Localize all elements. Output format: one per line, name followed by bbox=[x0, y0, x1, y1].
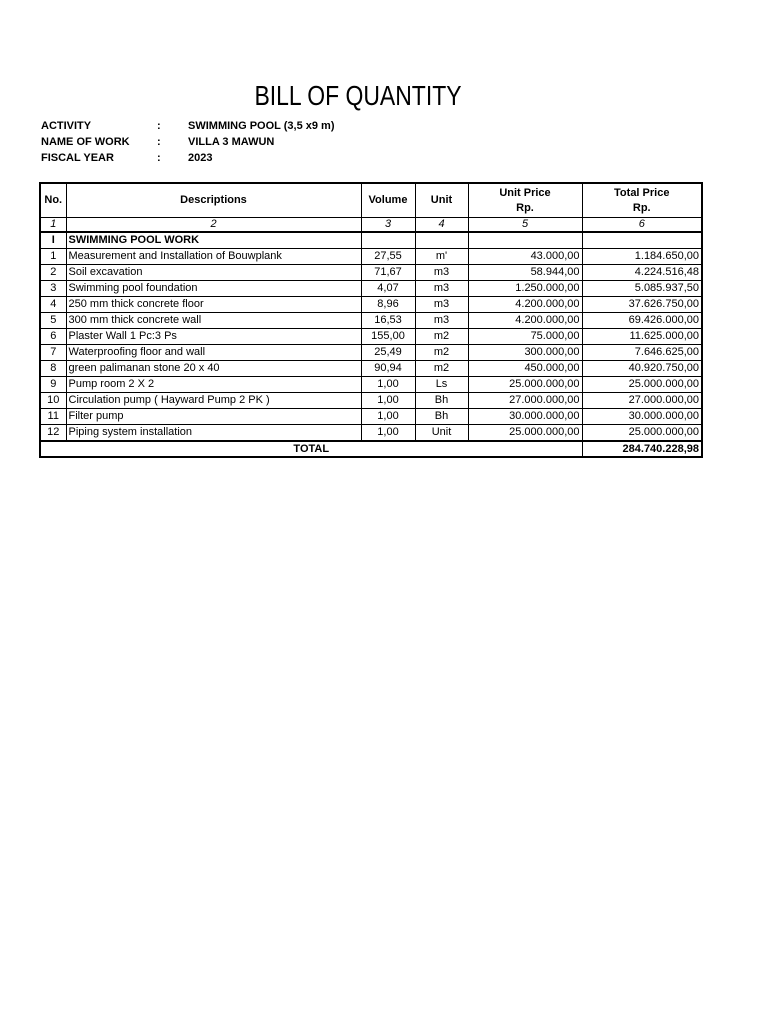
item-volume: 1,00 bbox=[361, 377, 415, 393]
item-total-price: 40.920.750,00 bbox=[582, 361, 702, 377]
item-description: Swimming pool foundation bbox=[66, 281, 361, 297]
item-unit: Bh bbox=[415, 393, 468, 409]
item-total-price: 7.646.625,00 bbox=[582, 345, 702, 361]
meta-key: FISCAL YEAR bbox=[41, 152, 114, 164]
item-description: Piping system installation bbox=[66, 425, 361, 442]
item-number: 12 bbox=[40, 425, 66, 442]
item-total-price: 25.000.000,00 bbox=[582, 377, 702, 393]
item-total-price: 27.000.000,00 bbox=[582, 393, 702, 409]
item-volume: 90,94 bbox=[361, 361, 415, 377]
item-total-price: 11.625.000,00 bbox=[582, 329, 702, 345]
item-volume: 16,53 bbox=[361, 313, 415, 329]
column-number: 5 bbox=[468, 218, 582, 233]
table-row bbox=[40, 425, 702, 442]
item-unit: m2 bbox=[415, 345, 468, 361]
item-unit: Ls bbox=[415, 377, 468, 393]
item-number: 3 bbox=[40, 281, 66, 297]
item-unit-price: 30.000.000,00 bbox=[468, 409, 582, 425]
item-unit-price: 25.000.000,00 bbox=[468, 377, 582, 393]
header-unit-price-label: Unit Price bbox=[499, 186, 551, 199]
total-label: TOTAL bbox=[40, 441, 582, 457]
item-number: 11 bbox=[40, 409, 66, 425]
table-row bbox=[40, 265, 702, 281]
item-unit-price: 450.000,00 bbox=[468, 361, 582, 377]
item-total-price: 25.000.000,00 bbox=[582, 425, 702, 442]
item-volume: 1,00 bbox=[361, 425, 415, 442]
page-title: BILL OF QUANTITY bbox=[254, 80, 462, 111]
item-number: 1 bbox=[40, 249, 66, 265]
item-description: 300 mm thick concrete wall bbox=[66, 313, 361, 329]
item-description: Waterproofing floor and wall bbox=[66, 345, 361, 361]
header-total-price bbox=[582, 183, 702, 218]
table-row bbox=[40, 281, 702, 297]
item-unit: m3 bbox=[415, 281, 468, 297]
item-volume: 25,49 bbox=[361, 345, 415, 361]
meta-colon: : bbox=[157, 136, 161, 148]
header-row bbox=[40, 183, 702, 218]
section-row bbox=[40, 232, 702, 249]
item-total-price: 30.000.000,00 bbox=[582, 409, 702, 425]
table-row bbox=[40, 313, 702, 329]
item-unit: m' bbox=[415, 249, 468, 265]
item-description: Filter pump bbox=[66, 409, 361, 425]
item-unit: Unit bbox=[415, 425, 468, 442]
header-total-price-label: Total Price bbox=[614, 186, 670, 199]
item-unit-price: 4.200.000,00 bbox=[468, 297, 582, 313]
item-description: 250 mm thick concrete floor bbox=[66, 297, 361, 313]
item-unit-price: 43.000,00 bbox=[468, 249, 582, 265]
item-number: 10 bbox=[40, 393, 66, 409]
header-unit-price bbox=[468, 183, 582, 218]
empty-cell bbox=[415, 232, 468, 249]
item-volume: 4,07 bbox=[361, 281, 415, 297]
section-title: SWIMMING POOL WORK bbox=[66, 232, 361, 249]
empty-cell bbox=[582, 232, 702, 249]
header-unit-price-currency: Rp. bbox=[516, 201, 534, 214]
header-unit: Unit bbox=[415, 183, 468, 218]
table-row bbox=[40, 409, 702, 425]
item-total-price: 69.426.000,00 bbox=[582, 313, 702, 329]
item-volume: 27,55 bbox=[361, 249, 415, 265]
total-value: 284.740.228,98 bbox=[582, 441, 702, 457]
item-description: Circulation pump ( Hayward Pump 2 PK ) bbox=[66, 393, 361, 409]
item-unit-price: 25.000.000,00 bbox=[468, 425, 582, 442]
item-number: 9 bbox=[40, 377, 66, 393]
header-no: No. bbox=[40, 183, 66, 218]
header-descriptions: Descriptions bbox=[66, 183, 361, 218]
header-total-price-currency: Rp. bbox=[632, 201, 651, 214]
column-number: 6 bbox=[582, 218, 702, 233]
item-number: 7 bbox=[40, 345, 66, 361]
item-number: 4 bbox=[40, 297, 66, 313]
meta-key: NAME OF WORK bbox=[41, 136, 130, 148]
item-number: 8 bbox=[40, 361, 66, 377]
meta-key: ACTIVITY bbox=[41, 120, 92, 132]
table-row bbox=[40, 345, 702, 361]
item-total-price: 1.184.650,00 bbox=[582, 249, 702, 265]
item-unit-price: 300.000,00 bbox=[468, 345, 582, 361]
column-number: 2 bbox=[66, 218, 361, 233]
item-volume: 155,00 bbox=[361, 329, 415, 345]
item-number: 5 bbox=[40, 313, 66, 329]
item-description: Plaster Wall 1 Pc:3 Ps bbox=[66, 329, 361, 345]
item-number: 2 bbox=[40, 265, 66, 281]
item-unit: Bh bbox=[415, 409, 468, 425]
table-row bbox=[40, 361, 702, 377]
item-number: 6 bbox=[40, 329, 66, 345]
table-row bbox=[40, 377, 702, 393]
table-row bbox=[40, 393, 702, 409]
item-volume: 1,00 bbox=[361, 393, 415, 409]
total-row bbox=[40, 441, 702, 457]
item-total-price: 37.626.750,00 bbox=[582, 297, 702, 313]
column-number-row bbox=[40, 218, 702, 233]
table-row bbox=[40, 249, 702, 265]
header-volume: Volume bbox=[361, 183, 415, 218]
item-unit-price: 4.200.000,00 bbox=[468, 313, 582, 329]
item-description: green palimanan stone 20 x 40 bbox=[66, 361, 361, 377]
item-unit-price: 75.000,00 bbox=[468, 329, 582, 345]
table-row bbox=[40, 329, 702, 345]
item-unit: m2 bbox=[415, 329, 468, 345]
item-volume: 1,00 bbox=[361, 409, 415, 425]
meta-value: 2023 bbox=[188, 152, 213, 164]
meta-value: SWIMMING POOL (3,5 x9 m) bbox=[188, 120, 335, 132]
section-number: I bbox=[40, 232, 66, 249]
item-total-price: 4.224.516,48 bbox=[582, 265, 702, 281]
meta-colon: : bbox=[157, 120, 161, 132]
item-unit: m3 bbox=[415, 297, 468, 313]
empty-cell bbox=[361, 232, 415, 249]
table-row bbox=[40, 297, 702, 313]
meta-value: VILLA 3 MAWUN bbox=[188, 136, 275, 148]
item-volume: 71,67 bbox=[361, 265, 415, 281]
item-unit: m3 bbox=[415, 313, 468, 329]
column-number: 1 bbox=[40, 218, 66, 233]
item-unit: m2 bbox=[415, 361, 468, 377]
meta-colon: : bbox=[157, 152, 161, 164]
item-description: Measurement and Installation of Bouwplank bbox=[66, 249, 361, 265]
column-number: 3 bbox=[361, 218, 415, 233]
item-unit: m3 bbox=[415, 265, 468, 281]
item-description: Soil excavation bbox=[66, 265, 361, 281]
bill-of-quantity-table bbox=[39, 182, 703, 458]
item-volume: 8,96 bbox=[361, 297, 415, 313]
empty-cell bbox=[468, 232, 582, 249]
item-unit-price: 27.000.000,00 bbox=[468, 393, 582, 409]
item-description: Pump room 2 X 2 bbox=[66, 377, 361, 393]
column-number: 4 bbox=[415, 218, 468, 233]
item-unit-price: 58.944,00 bbox=[468, 265, 582, 281]
item-unit-price: 1.250.000,00 bbox=[468, 281, 582, 297]
item-total-price: 5.085.937,50 bbox=[582, 281, 702, 297]
